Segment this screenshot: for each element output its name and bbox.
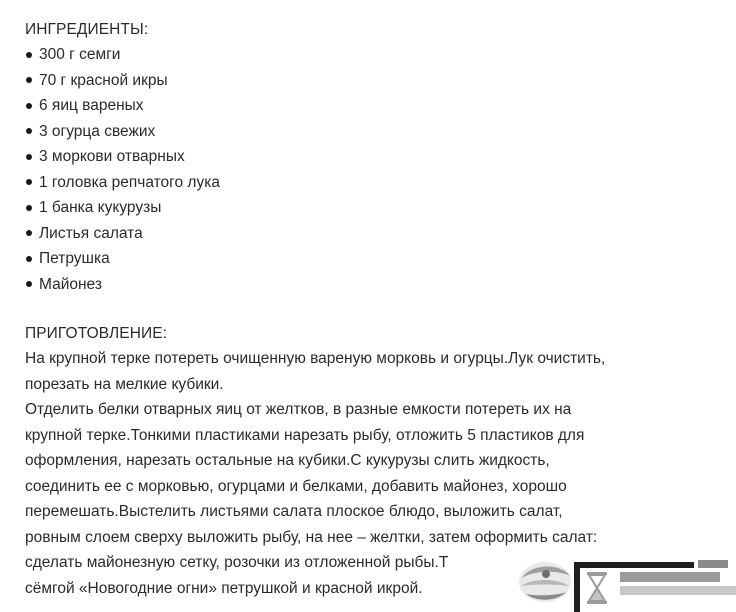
ingredient-text: Майонез [39, 275, 102, 293]
preparation-line: оформления, нарезать остальные на кубики.С кукурузы слить жидкость, [25, 452, 550, 469]
ingredients-heading: ИНГРЕДИЕНТЫ: [25, 21, 149, 38]
ingredient-text: 3 огурца свежих [39, 122, 156, 140]
preparation-heading: ПРИГОТОВЛЕНИЕ: [25, 325, 168, 342]
preparation-line: сёмгой «Новогодние огни» петрушкой и красной икрой. [25, 579, 423, 597]
bullet-icon [26, 205, 32, 211]
section-spacer [25, 297, 725, 321]
watermark-bar [620, 572, 720, 582]
list-item [25, 221, 725, 247]
preparation-line: порезать на мелкие кубики. [25, 375, 224, 393]
bullet-icon [26, 230, 32, 236]
hourglass-icon [584, 570, 610, 606]
bullet-icon [26, 128, 32, 134]
ingredients-list [25, 42, 725, 297]
list-item [25, 246, 725, 272]
preparation-line: На крупной терке потереть очищенную вареную морковь и огурцы.Лук очистить, [25, 350, 606, 367]
list-item [25, 119, 725, 145]
ingredient-text: 3 моркови отварных [39, 148, 185, 165]
ingredient-text: 1 банка кукурузы [39, 199, 162, 216]
preparation-line: перемешать.Выстелить листьями салата плоское блюдо, выложить салат, [25, 503, 563, 520]
preparation-line: Отделить белки отварных яиц от желтков, в разные емкости потереть их на [25, 401, 572, 418]
list-item [25, 195, 725, 221]
list-item [25, 93, 725, 119]
preparation-line: крупной терке.Тонкими пластиками нарезать рыбу, отложить 5 пластиков для [25, 426, 585, 444]
recipe-document [25, 17, 725, 601]
bullet-icon [26, 256, 32, 262]
preparation-line: сделать майонезную сетку, розочки из отложенной рыбы.Т [25, 554, 449, 571]
bullet-icon [26, 77, 32, 83]
ingredient-text: 70 г красной икры [39, 71, 168, 89]
list-item [25, 144, 725, 170]
list-item [25, 272, 725, 298]
list-item [25, 68, 725, 94]
ingredient-text: Листья салата [39, 224, 143, 242]
bullet-icon [26, 52, 32, 58]
preparation-line: соединить ее с морковью, огурцами и белками, добавить майонез, хорошо [25, 477, 567, 495]
bullet-icon [26, 154, 32, 160]
list-item [25, 42, 725, 68]
ingredient-text: 1 головка репчатого лука [39, 173, 220, 191]
swirl-logo-icon [516, 556, 574, 608]
preparation-line: ровным слоем сверху выложить рыбу, на нее – желтки, затем оформить салат: [25, 528, 598, 546]
bullet-icon [26, 281, 32, 287]
watermark-overlay [508, 552, 736, 612]
ingredient-text: 300 г семги [39, 46, 121, 63]
watermark-bar [698, 560, 728, 568]
bullet-icon [26, 103, 32, 109]
list-item [25, 170, 725, 196]
ingredient-text: Петрушка [39, 250, 110, 267]
bullet-icon [26, 179, 32, 185]
ingredient-text: 6 яиц вареных [39, 97, 144, 114]
watermark-bar [620, 586, 736, 595]
